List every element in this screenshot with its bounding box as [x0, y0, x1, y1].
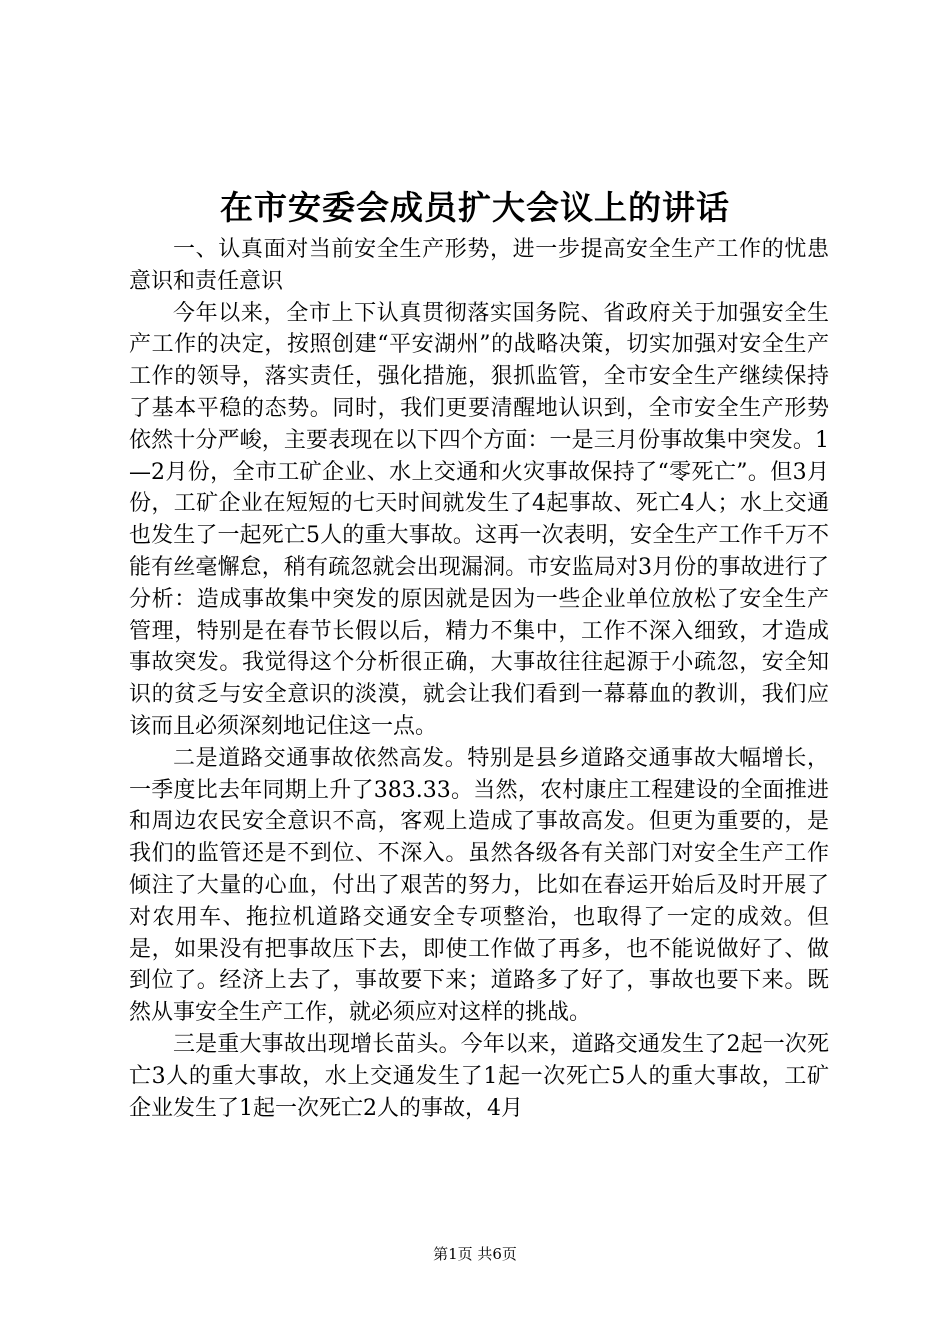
page-number-footer: 第1页 共6页 — [433, 1245, 517, 1263]
paragraph-3: 三是重大事故出现增长苗头。今年以来，道路交通发生了2起一次死亡3人的重大事故，水上交通发生了1起一次死亡5人的重大事故，工矿企业发生了1起一次死亡2人的事故，4月 — [129, 1031, 829, 1121]
paragraph-heading-1: 一、认真面对当前安全生产形势，进一步提高安全生产工作的忧患意识和责任意识 — [129, 237, 829, 294]
paragraph-2: 二是道路交通事故依然高发。特别是县乡道路交通事故大幅增长，一季度比去年同期上升了383.33。当然，农村康庄工程建设的全面推进和周边农民安全意识不高，客观上造成了事故高发。但更为重要的，是我们的监管还是不到位、不深入。虽然各级各有关部门对安全生产工作倾注了大量的心血，付出了艰苦的努力，比如在春运开始后及时开展了对农用车、拖拉机道路交通安全专项整治，也取得了一定的成效。但是，如果没有把事故压下去，即使工作做了再多，也不能说做好了、做到位了。经济上去了，事故要下来；道路多了好了，事故也要下来。既然从事安全生产工作，就必须应对这样的挑战。 — [129, 745, 829, 1026]
document-title: 在市安委会成员扩大会议上的讲话 — [220, 188, 730, 227]
paragraph-1: 今年以来，全市上下认真贯彻落实国务院、省政府关于加强安全生产工作的决定，按照创建“平安湖州”的战略决策，切实加强对安全生产工作的领导，落实责任，强化措施，狠抓监管，全市安全生产继续保持了基本平稳的态势。同时，我们更要清醒地认识到，全市安全生产形势依然十分严峻，主要表现在以下四个方面：一是三月份事故集中突发。1—2月份，全市工矿企业、水上交通和火灾事故保持了“零死亡”。但3月份，工矿企业在短短的七天时间就发生了4起事故、死亡4人；水上交通也发生了一起死亡5人的重大事故。这再一次表明，安全生产工作千万不能有丝毫懈怠，稍有疏忽就会出现漏洞。市安监局对3月份的事故进行了分析：造成事故集中突发的原因就是因为一些企业单位放松了安全生产管理，特别是在春节长假以后，精力不集中，工作不深入细致，才造成事故突发。我觉得这个分析很正确，大事故往往起源于小疏忽，安全知识的贫乏与安全意识的淡漠，就会让我们看到一幕幕血的教训，我们应该而且必须深刻地记住这一点。 — [129, 300, 829, 739]
document-body — [129, 234, 829, 1124]
